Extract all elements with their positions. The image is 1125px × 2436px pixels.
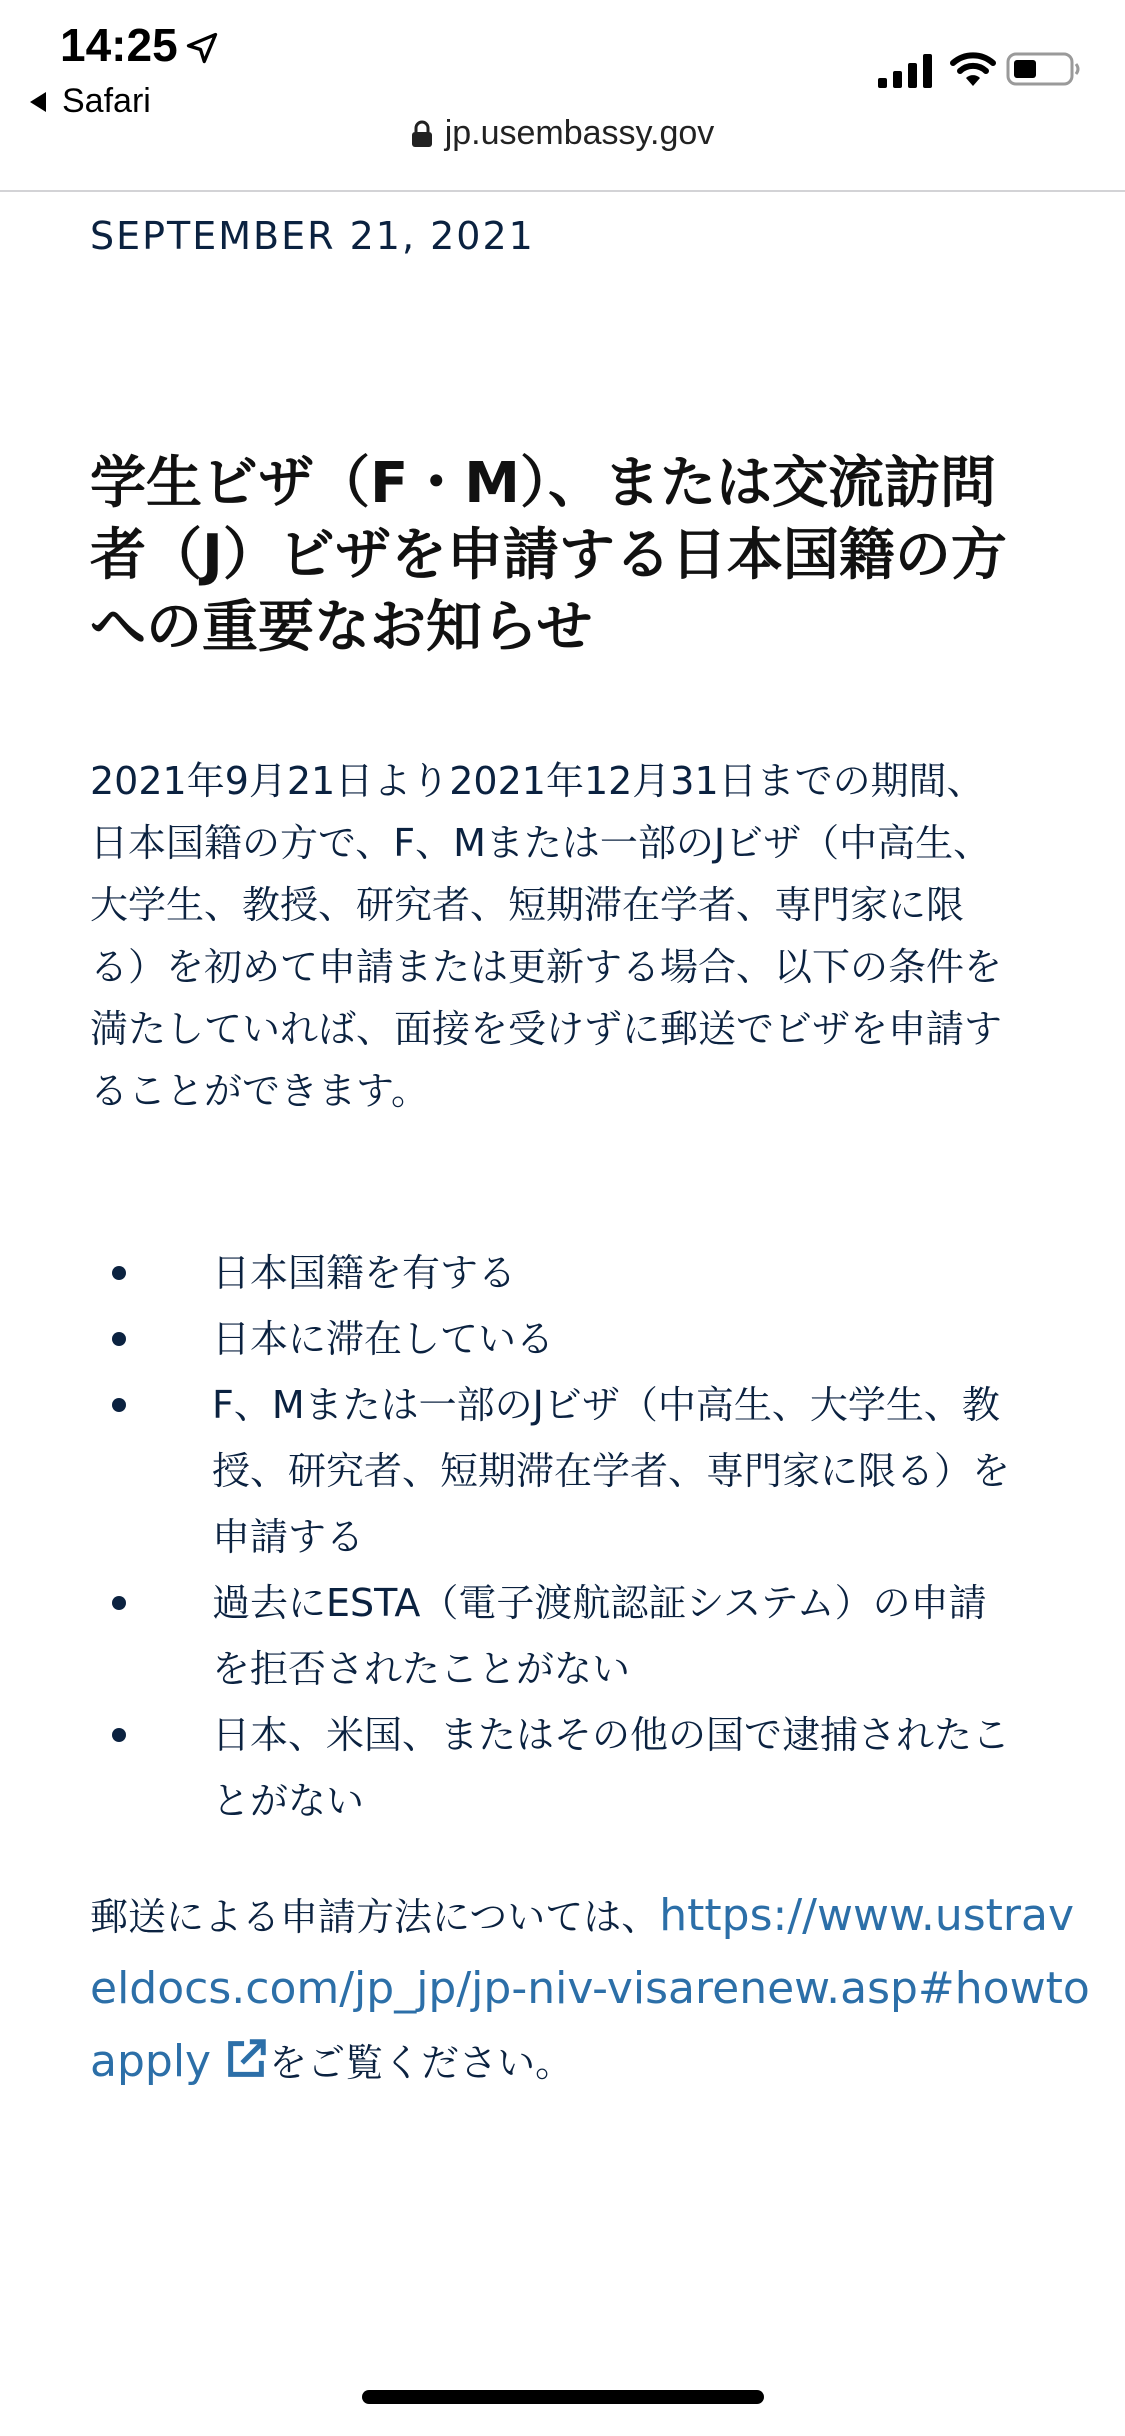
list-item-text: 日本国籍を有する bbox=[212, 1251, 517, 1295]
list-item bbox=[90, 1702, 1010, 1834]
list-item-text: 日本に滞在している bbox=[212, 1317, 555, 1361]
list-item bbox=[90, 1240, 1010, 1306]
mail-application-note bbox=[90, 1880, 1100, 2099]
list-item-text: F、Mまたは一部のJビザ（中高生、大学生、教授、研究者、短期滞在学者、専門家に限る）を申請する bbox=[212, 1383, 1011, 1559]
conditions-list bbox=[90, 1240, 1010, 1834]
cellular-signal-icon bbox=[878, 54, 934, 88]
battery-icon bbox=[1006, 52, 1082, 86]
list-item bbox=[90, 1306, 1010, 1372]
external-link-icon[interactable] bbox=[223, 2036, 269, 2082]
article-date: SEPTEMBER 21, 2021 bbox=[90, 214, 535, 258]
home-indicator[interactable] bbox=[362, 2390, 764, 2404]
status-time: 14:25 bbox=[60, 19, 178, 71]
list-item-text: 日本、米国、またはその他の国で逮捕されたことがない bbox=[212, 1713, 1011, 1823]
mail-note-prefix: 郵送による申請方法については、 bbox=[90, 1895, 660, 1939]
address-bar[interactable] bbox=[0, 114, 1125, 153]
list-item bbox=[90, 1570, 1010, 1702]
mail-note-suffix: をご覧ください。 bbox=[269, 2041, 574, 2085]
back-triangle-icon bbox=[30, 92, 46, 112]
article-title: 学生ビザ（F・M）、または交流訪問者（J）ビザを申請する日本国籍の方への重要なお知らせ bbox=[90, 451, 1007, 660]
url-text: jp.usembassy.gov bbox=[444, 114, 715, 152]
intro-paragraph: 2021年9月21日より2021年12月31日までの期間、日本国籍の方で、F、Mまたは一部のJビザ（中高生、大学生、教授、研究者、短期滞在学者、専門家に限る）を初めて申請または更新する場合、以下の条件を満たしていれば、面接を受けずに郵送でビザを申請することができます。 bbox=[90, 759, 1003, 1113]
browser-chrome bbox=[0, 0, 1125, 192]
location-arrow-icon bbox=[184, 30, 220, 66]
how-to-apply-link[interactable]: https://www.ustraveldocs.com/jp_jp/jp-niv-visarenew.asp#howtoapply bbox=[90, 1890, 1090, 2087]
bullet-dot bbox=[112, 1332, 126, 1346]
wifi-icon bbox=[950, 50, 996, 88]
bullet-dot bbox=[112, 1398, 126, 1412]
bullet-dot bbox=[112, 1596, 126, 1610]
back-label: Safari bbox=[62, 82, 151, 120]
lock-icon bbox=[411, 120, 433, 148]
list-item-text: 過去にESTA（電子渡航認証システム）の申請を拒否されたことがない bbox=[212, 1581, 987, 1691]
bullet-dot bbox=[112, 1266, 126, 1280]
bullet-dot bbox=[112, 1728, 126, 1742]
list-item bbox=[90, 1372, 1010, 1570]
